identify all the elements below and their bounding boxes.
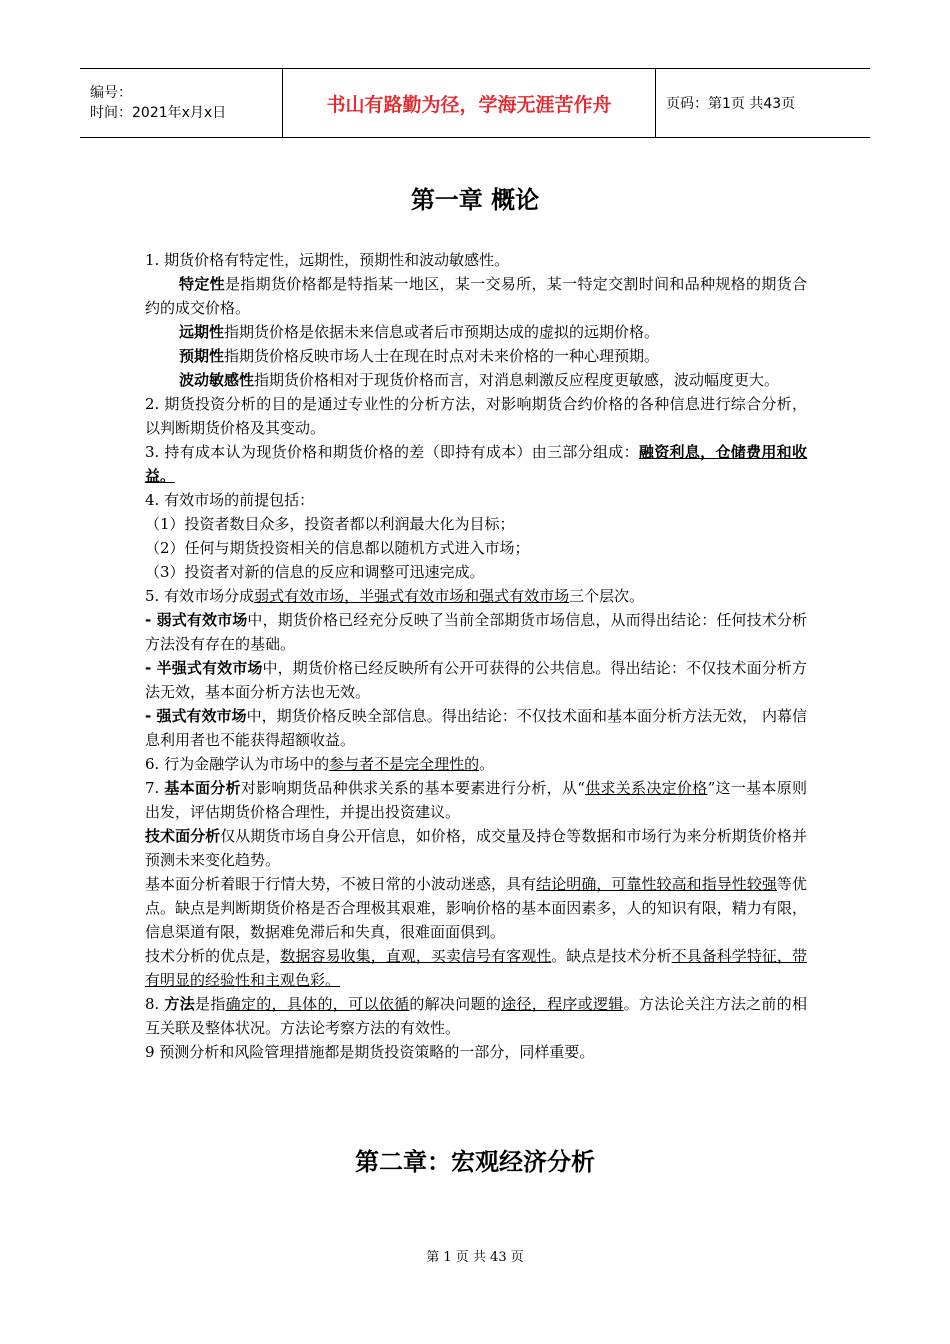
paragraph-5-weak-text: 中，期货价格已经充分反映了当前全部期货市场信息，从而得出结论：任何技术分析方法没有存在的基础。 bbox=[145, 611, 807, 653]
paragraph-5-weak bbox=[145, 608, 807, 656]
paragraph-1b bbox=[145, 320, 807, 344]
paragraph-7-text-b: ”这一基本原则出发，评估期货价格合理性，并提出投资建议。 bbox=[145, 779, 807, 821]
paragraph-7-fundamental-pros-cons bbox=[145, 872, 807, 944]
list-item: （3）投资者对新的信息的反应和调整可迅速完成。 bbox=[145, 563, 485, 581]
paragraph-7-number: 7. bbox=[145, 779, 165, 797]
paragraph-5 bbox=[145, 584, 807, 608]
paragraph-8-text-b: 的解决问题的 bbox=[409, 995, 502, 1013]
paragraph-7g-underlined-2: 不具备科学特征，带有明显的经验性和主观色彩。 bbox=[145, 947, 807, 989]
paragraph-6-text-b: 。 bbox=[479, 755, 495, 773]
paragraph-7g-text-b: 。缺点是技术分析 bbox=[551, 947, 672, 965]
paragraph-7f-underlined: 结论明确，可靠性较高和指导性较强 bbox=[536, 875, 777, 893]
term-method: 方法 bbox=[164, 995, 196, 1013]
term-fundamental-analysis: 基本面分析 bbox=[164, 779, 241, 797]
paragraph-7 bbox=[145, 776, 807, 824]
term-volatility-sensitivity: 波动敏感性 bbox=[179, 371, 255, 389]
term-weak-efficient-market: - 弱式有效市场 bbox=[145, 611, 248, 629]
term-semi-strong-efficient-market: - 半强式有效市场 bbox=[145, 659, 263, 677]
term-technical-analysis: 技术面分析 bbox=[145, 827, 221, 845]
paragraph-5-semi-strong-text: 中，期货价格已经反映所有公开可获得的公共信息。得出结论：不仅技术面分析方法无效，基本面分析方法也无效。 bbox=[145, 659, 807, 701]
paragraph-6-text-a: 6. 行为金融学认为市场中的 bbox=[145, 755, 330, 773]
chapter-2-title: 第二章：宏观经济分析 bbox=[355, 1148, 595, 1176]
paragraph-1c bbox=[145, 344, 807, 368]
paragraph-7-technical bbox=[145, 824, 807, 872]
paragraph-3-text: 3. 持有成本认为现货价格和期货价格的差（即持有成本）由三部分组成： bbox=[145, 443, 639, 461]
paragraph-8-number: 8. bbox=[145, 995, 165, 1013]
chapter-1-body bbox=[145, 248, 807, 1064]
paragraph-1: 1. 期货价格有特定性，远期性，预期性和波动敏感性。 bbox=[145, 251, 510, 269]
term-expectation: 预期性 bbox=[179, 347, 225, 365]
chapter-1-title: 第一章 概论 bbox=[410, 186, 540, 214]
paragraph-7-underlined: 供求关系决定价格 bbox=[584, 779, 708, 797]
paragraph-4: 4. 有效市场的前提包括： bbox=[145, 491, 315, 509]
paragraph-6 bbox=[145, 752, 807, 776]
paragraph-8-text-a: 是指 bbox=[195, 995, 226, 1013]
paragraph-9: 9 预测分析和风险管理措施都是期货投资策略的一部分，同样重要。 bbox=[145, 1043, 595, 1061]
paragraph-1d-text: 指期货价格相对于现货价格而言，对消息刺激反应程度更敏感，波动幅度更大。 bbox=[254, 371, 780, 389]
paragraph-5-text-b: 三个层次。 bbox=[569, 587, 645, 605]
paragraph-5-text-a: 5. 有效市场分成 bbox=[145, 587, 255, 605]
paragraph-1d bbox=[145, 368, 807, 392]
paragraph-8-underlined-2: 途径，程序或逻辑 bbox=[501, 995, 624, 1013]
list-item: （2）任何与期货投资相关的信息都以随机方式进入市场； bbox=[145, 539, 530, 557]
document-time-label: 时间：2021年x月x日 bbox=[90, 105, 227, 121]
paragraph-5-underlined: 弱式有效市场，半强式有效市场和强式有效市场 bbox=[254, 587, 570, 605]
term-forwardness: 远期性 bbox=[179, 323, 225, 341]
paragraph-7-technical-text: 仅从期货市场自身公开信息，如价格，成交量及持仓等数据和市场行为来分析期货价格并预测未来变化趋势。 bbox=[145, 827, 807, 869]
paragraph-3-underlined: 融资利息，仓储费用和收益。 bbox=[145, 443, 807, 485]
paragraph-1a-text: 是指期货价格都是特指某一地区，某一交易所，某一特定交割时间和品种规格的期货合约的成交价格。 bbox=[145, 275, 807, 317]
header-meta bbox=[80, 69, 282, 137]
paragraph-5-semi-strong bbox=[145, 656, 807, 704]
page-footer: 第 1 页 共 43 页 bbox=[426, 1250, 524, 1265]
paragraph-8 bbox=[145, 992, 807, 1040]
document-number-label: 编号： bbox=[90, 85, 132, 101]
paragraph-8-underlined-1: 确定的，具体的，可以依循 bbox=[225, 995, 410, 1013]
paragraph-7-technical-pros-cons bbox=[145, 944, 807, 992]
header-motto: 书山有路勤为径，学海无涯苦作舟 bbox=[282, 69, 656, 137]
page-header bbox=[80, 68, 870, 138]
paragraph-5-strong bbox=[145, 704, 807, 752]
term-specificity: 特定性 bbox=[179, 275, 225, 293]
header-page-info: 页码：第1页 共43页 bbox=[666, 96, 796, 112]
paragraph-2: 2. 期货投资分析的目的是通过专业性的分析方法，对影响期货合约价格的各种信息进行综合分析，以判断期货价格及其变动。 bbox=[145, 395, 807, 437]
paragraph-7f-text-b: 等优点。缺点是判断期货价格是否合理极其艰难，影响价格的基本面因素多，人的知识有限，精力有限，信息渠道有限，数据难免滞后和失真，很难面面俱到。 bbox=[145, 875, 807, 941]
paragraph-7f-text-a: 基本面分析着眼于行情大势，不被日常的小波动迷惑，具有 bbox=[145, 875, 537, 893]
paragraph-3 bbox=[145, 440, 807, 488]
term-strong-efficient-market: - 强式有效市场 bbox=[145, 707, 247, 725]
paragraph-1b-text: 指期货价格是依据未来信息或者后市预期达成的虚拟的远期价格。 bbox=[224, 323, 660, 341]
paragraph-7g-underlined-1: 数据容易收集，直观，买卖信号有客观性 bbox=[280, 947, 552, 965]
paragraph-1c-text: 指期货价格反映市场人士在现在时点对未来价格的一种心理预期。 bbox=[224, 347, 660, 365]
list-item: （1）投资者数目众多，投资者都以利润最大化为目标； bbox=[145, 515, 515, 533]
paragraph-8-text-c: 。方法论关注方法之前的相互关联及整体状况。方法论考察方法的有效性。 bbox=[145, 995, 807, 1037]
paragraph-6-underlined: 参与者不是完全理性的 bbox=[329, 755, 480, 773]
paragraph-1a bbox=[145, 272, 807, 320]
paragraph-7-text-a: 对影响期货品种供求关系的基本要素进行分析，从“ bbox=[240, 779, 585, 797]
paragraph-5-strong-text: 中，期货价格反映全部信息。得出结论：不仅技术面和基本面分析方法无效， 内幕信息利用者也不能获得超额收益。 bbox=[145, 707, 807, 749]
paragraph-7g-text-a: 技术分析的优点是， bbox=[145, 947, 281, 965]
